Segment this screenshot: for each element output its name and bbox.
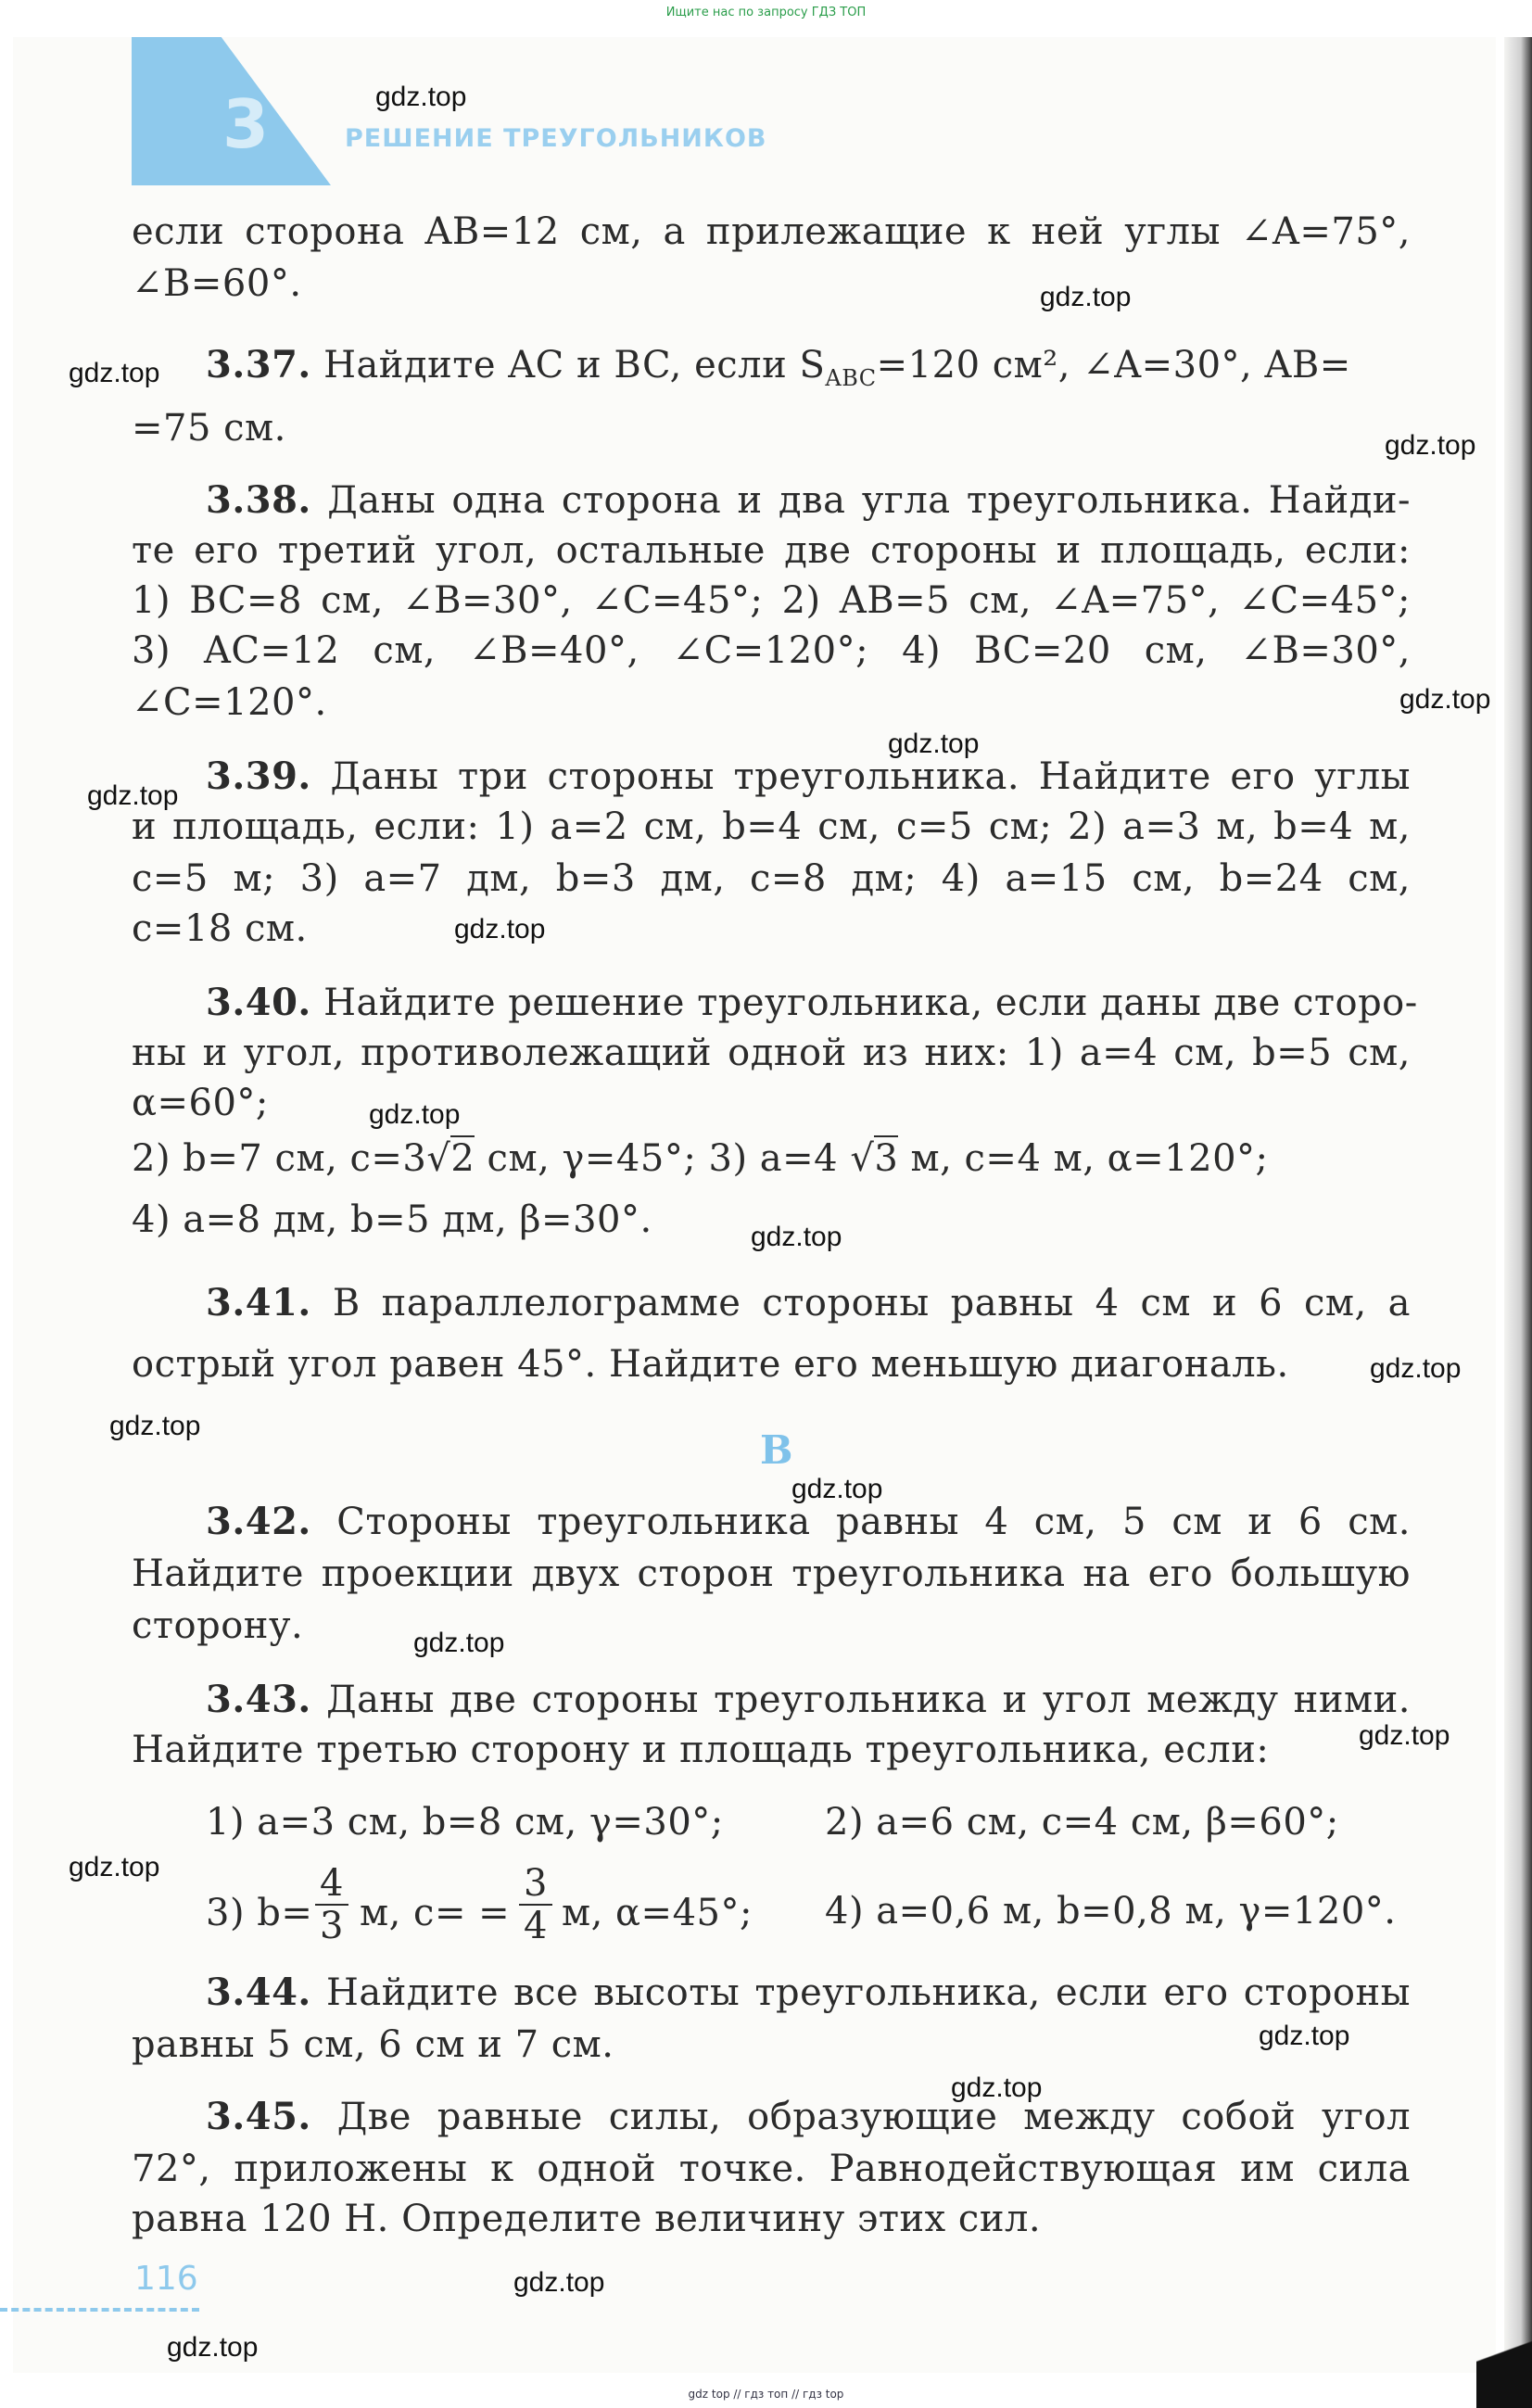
text-line: ны и угол, противолежащий одной из них: 1) a=4 см, b=5 см,: [132, 1032, 1411, 1074]
text-line: 4) a=8 дм, b=5 дм, β=30°.: [132, 1198, 652, 1241]
subproblem-4: 4) a=0,6 м, b=0,8 м, γ=120°.: [825, 1890, 1397, 1933]
section-letter: B: [760, 1427, 793, 1473]
problem-3-40: [206, 981, 1418, 1024]
fraction-4-3: [315, 1863, 348, 1946]
radicand: 2: [450, 1137, 475, 1180]
fraction-denominator: 3: [320, 1905, 344, 1947]
bottom-link[interactable]: gdz top // гдз топ // гдз top: [688, 2388, 844, 2401]
problem-number: 3.42.: [206, 1500, 311, 1543]
watermark: gdz.top: [1399, 684, 1491, 715]
problem-3-39: [206, 756, 1411, 797]
text-segment: м, c=4 м, α=120°;: [910, 1137, 1269, 1180]
dashed-rule: [0, 2308, 199, 2312]
subproblem-1: 1) a=3 см, b=8 см, γ=30°;: [206, 1801, 724, 1844]
watermark: gdz.top: [413, 1628, 505, 1658]
text-line: те его третий угол, остальные две стороны и площадь, если:: [132, 529, 1411, 572]
watermark: gdz.top: [69, 358, 160, 388]
text-line: острый угол равен 45°. Найдите его меньшую диагональ.: [132, 1343, 1289, 1386]
problem-number: 3.40.: [206, 981, 311, 1024]
chapter-number: 3: [222, 85, 270, 163]
text-line: =120 см², ∠A=30°, AB=: [876, 344, 1351, 387]
text-segment: м, α=45°;: [562, 1892, 753, 1934]
text-line: Найдите все высоты треугольника, если его стороны: [326, 1971, 1411, 2014]
problem-3-44: [206, 1972, 1411, 2013]
problem-3-41: [206, 1283, 1411, 1324]
text-line: =75 см.: [132, 407, 286, 450]
text-line: Даны одна сторона и два угла треугольника. Найди-: [327, 479, 1411, 522]
fraction-numerator: 3: [519, 1863, 552, 1906]
text-segment: 3) b=: [206, 1892, 313, 1934]
text-line: Даны три стороны треугольника. Найдите его углы: [330, 755, 1412, 798]
text-line: 3) AC=12 см, ∠B=40°, ∠C=120°; 4) BC=20 см, ∠B=30°,: [132, 629, 1411, 672]
watermark: gdz.top: [1370, 1353, 1462, 1384]
watermark: gdz.top: [375, 82, 467, 112]
text-line: Стороны треугольника равны 4 см, 5 см и 6 см.: [336, 1501, 1411, 1543]
problem-number: 3.37.: [206, 343, 311, 387]
text-line: Две равные силы, образующие между собой угол: [336, 2096, 1412, 2138]
text-line: сторону.: [132, 1604, 304, 1647]
top-search-link[interactable]: Ищите нас по запросу ГДЗ ТОП: [665, 6, 867, 19]
problem-number: 3.45.: [206, 2095, 311, 2138]
watermark: gdz.top: [888, 729, 980, 759]
text-line: α=60°;: [132, 1082, 269, 1124]
text-line: В параллелограмме стороны равны 4 см и 6 см, а: [332, 1282, 1412, 1324]
problem-3-37: [206, 345, 1351, 390]
text-segment: м, c= =: [360, 1892, 511, 1934]
watermark: gdz.top: [513, 2267, 605, 2298]
radicand: 3: [874, 1137, 899, 1180]
watermark: gdz.top: [751, 1222, 842, 1252]
watermark: gdz.top: [167, 2332, 259, 2363]
text-segment: см, γ=45°; 3) a=4: [487, 1137, 839, 1180]
watermark: gdz.top: [1259, 2021, 1350, 2051]
text-line: если сторона AB=12 см, а прилежащие к ней углы ∠A=75°,: [132, 210, 1411, 253]
text-line: равна 120 Н. Определите величину этих сил.: [132, 2198, 1042, 2240]
text-line: 72°, приложены к одной точке. Равнодействующая им сила: [132, 2148, 1411, 2190]
text-line: ∠B=60°.: [132, 262, 302, 305]
watermark: gdz.top: [1040, 282, 1132, 312]
problem-number: 3.38.: [206, 478, 311, 522]
problem-3-38: [206, 480, 1411, 521]
text-line: Даны две стороны треугольника и угол между ними.: [326, 1679, 1411, 1721]
watermark: gdz.top: [87, 780, 179, 811]
problem-3-45: [206, 2097, 1411, 2137]
watermark: gdz.top: [369, 1099, 461, 1130]
problem-number: 3.44.: [206, 1971, 311, 2014]
text-line: Найдите проекции двух сторон треугольника на его большую: [132, 1553, 1411, 1595]
problem-3-42: [206, 1502, 1411, 1542]
page-number: 116: [134, 2260, 198, 2298]
text-segment: 2) b=7 см, c=3: [132, 1137, 427, 1180]
subproblem-2: 2) a=6 см, c=4 см, β=60°;: [825, 1801, 1339, 1844]
text-line: 1) BC=8 см, ∠B=30°, ∠C=45°; 2) AB=5 см, ∠A=75°, ∠C=45°;: [132, 579, 1411, 622]
text-line: c=5 м; 3) a=7 дм, b=3 дм, c=8 дм; 4) a=15 см, b=24 см,: [132, 857, 1411, 900]
problem-number: 3.43.: [206, 1678, 311, 1721]
watermark: gdz.top: [1385, 430, 1476, 461]
text-line: равны 5 см, 6 см и 7 см.: [132, 2023, 614, 2066]
problem-number: 3.41.: [206, 1281, 311, 1324]
subscript: ABC: [825, 365, 877, 391]
text-line-radicals: [132, 1138, 1269, 1179]
watermark: gdz.top: [951, 2072, 1043, 2103]
problem-number: 3.39.: [206, 754, 311, 798]
watermark: gdz.top: [454, 914, 546, 944]
sqrt-sign: √: [426, 1137, 451, 1180]
watermark: gdz.top: [791, 1474, 883, 1504]
problem-3-43: [206, 1679, 1411, 1720]
text-line: c=18 см.: [132, 907, 308, 950]
fraction-denominator: 4: [524, 1905, 548, 1947]
watermark: gdz.top: [109, 1411, 201, 1441]
fraction-numerator: 4: [315, 1863, 348, 1906]
text-line: ∠C=120°.: [132, 681, 327, 724]
watermark: gdz.top: [69, 1852, 160, 1882]
book-spine-shadow: [1504, 37, 1532, 2373]
watermark: gdz.top: [1359, 1720, 1450, 1751]
text-line: и площадь, если: 1) a=2 см, b=4 см, c=5 см; 2) a=3 м, b=4 м,: [132, 805, 1411, 848]
sqrt-sign: √: [850, 1137, 875, 1180]
text-line: Найдите решение треугольника, если даны две сторо-: [323, 982, 1418, 1024]
fraction-3-4: [519, 1863, 552, 1946]
text-line: Найдите AC и BC, если S: [323, 344, 826, 387]
text-line: Найдите третью сторону и площадь треугольника, если:: [132, 1729, 1270, 1771]
chapter-title: РЕШЕНИЕ ТРЕУГОЛЬНИКОВ: [345, 124, 767, 153]
